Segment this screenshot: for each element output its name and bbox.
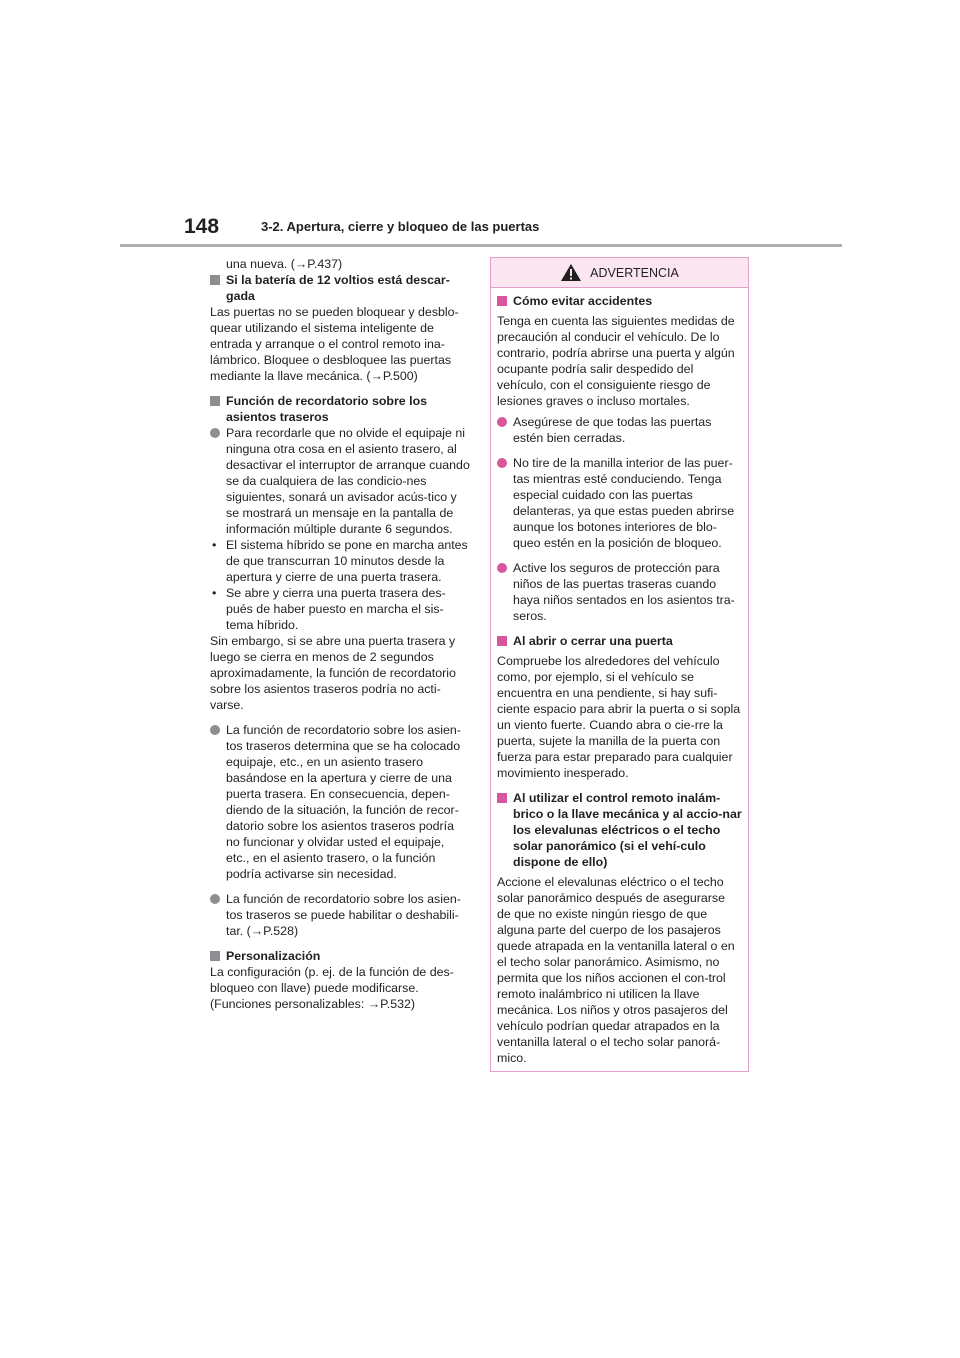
- circle-bullet-icon: [497, 458, 507, 468]
- sub-list-item: [210, 585, 470, 633]
- header-rule: [120, 244, 842, 247]
- sub-list-item-text: El sistema híbrido se pone en marcha antes de que transcurran 10 minutos desde la apertura y cierre de una puerta trasera.: [226, 538, 468, 584]
- square-bullet-icon: [210, 396, 220, 406]
- square-bullet-icon: [210, 275, 220, 285]
- section-battery-heading: [210, 272, 470, 304]
- warning-door-title: Al abrir o cerrar una puerta: [513, 634, 673, 648]
- list-item: [210, 425, 470, 537]
- section-customization-title: Personalización: [226, 949, 321, 963]
- warning-body: [491, 288, 748, 1066]
- warning-header: [491, 258, 748, 288]
- circle-bullet-icon: [210, 894, 220, 904]
- circle-bullet-icon: [497, 417, 507, 427]
- warning-accidents-title: Cómo evitar accidentes: [513, 294, 653, 308]
- sub-list: [210, 537, 470, 633]
- circle-bullet-icon: [210, 428, 220, 438]
- warning-accidents-text: Tenga en cuenta las siguientes medidas de precaución al conducir el vehículo. De lo contrario, podría abrirse una puerta y algún ocupante podría salir despedido del vehículo, con el consiguiente riesgo de lesiones graves o incluso mortales.: [497, 314, 735, 408]
- list-item-text: Para recordarle que no olvide el equipaje ni ninguna otra cosa en el asiento trasero, al desactivar el interruptor de arranque cuando se da cualquiera de las condicio-nes siguientes, sonará un avisador acús-tico y se mostrará un mensaje en la pantalla de información múltiple durante 6 segundos.: [226, 426, 470, 536]
- warning-title: ADVERTENCIA: [590, 265, 679, 280]
- warning-door-text: Compruebe los alrededores del vehículo como, por ejemplo, si el vehículo se encuentra en una pendiente, si hay sufi-ciente espacio para abrir la puerta o si sopla un viento fuerte. Cuando abra o cie-rre la puerta, sujete la manilla de la puerta con fuerza para estar preparado para cualquier movimiento inesperado.: [497, 654, 741, 780]
- warning-box: [490, 257, 749, 1072]
- square-bullet-icon: [497, 296, 507, 306]
- square-bullet-icon: [497, 793, 507, 803]
- warning-list-item: [497, 455, 742, 551]
- warning-list-item-text: Active los seguros de protección para niños de las puertas traseras cuando haya niños sentados en los asientos tra-seros.: [513, 561, 735, 623]
- section-reminder-heading: [210, 393, 470, 425]
- section-title: 3-2. Apertura, cierre y bloqueo de las puertas: [261, 219, 540, 234]
- warning-triangle-icon: [560, 263, 582, 282]
- section-customization-text: La configuración (p. ej. de la función de des-bloqueo con llave) puede modificarse. (Funciones personalizables: →P.532): [210, 965, 454, 1011]
- warning-accidents-heading: [497, 293, 742, 309]
- list-item-text: La función de recordatorio sobre los asien-tos traseros se puede habilitar o deshabili-tar. (→P.528): [226, 892, 461, 938]
- circle-bullet-icon: [210, 725, 220, 735]
- warning-remote-title: Al utilizar el control remoto inalám-brico o la llave mecánica y al accio-nar los elevalunas eléctricos o el techo solar panorámico (si el vehí-culo dispone de ello): [513, 791, 742, 869]
- left-column: [210, 256, 470, 1021]
- warning-list-item: [497, 414, 742, 446]
- warning-list-item-text: Asegúrese de que todas las puertas estén bien cerradas.: [513, 415, 712, 445]
- list-item: [210, 891, 470, 939]
- section-reminder-title: Función de recordatorio sobre los asientos traseros: [226, 394, 428, 424]
- intro-text: una nueva. (→P.437): [226, 257, 343, 271]
- circle-bullet-icon: [497, 563, 507, 573]
- warning-door-heading: [497, 633, 742, 649]
- sub-list-item-text: Se abre y cierra una puerta trasera des-pués de haber puesto en marcha el sis-tema híbrido.: [226, 586, 446, 632]
- section-customization-heading: [210, 948, 470, 964]
- page-number: 148: [184, 215, 220, 238]
- reminder-note-text: Sin embargo, si se abre una puerta trasera y luego se cierra en menos de 2 segundos aproximadamente, la función de recordatorio sobre los asientos traseros podría no acti-varse.: [210, 634, 456, 712]
- section-battery-text: Las puertas no se pueden bloquear y desblo-quear utilizando el sistema inteligente de entrada y arranque o el control remoto ina-lámbrico. Bloquee o desbloquee las puertas mediante la llave mecánica. (→P.500): [210, 305, 459, 383]
- sub-bullet-mark: •: [212, 538, 217, 552]
- list-item-text: La función de recordatorio sobre los asien-tos traseros determina que se ha colocado equipaje, etc., en un asiento trasero basándose en la apertura y cierre de una puerta trasera. En consecuencia, depen-diendo de la situación, la función de recor-datorio sobre los asientos traseros podría no funcionar y olvidar usted el equipaje, etc., en el asiento trasero, o la función podría activarse sin necesidad.: [226, 723, 461, 881]
- list-item: [210, 722, 470, 882]
- section-battery-title: Si la batería de 12 voltios está descar-gada: [226, 273, 450, 303]
- warning-remote-heading: [497, 790, 742, 870]
- warning-remote-text: Accione el elevalunas eléctrico o el techo solar panorámico después de asegurarse de que no existe ningún riesgo de que alguna parte del cuerpo de los pasajeros quede atrapada en la ventanilla lateral o en el techo solar panorámico. Asimismo, no permita que los niños accionen el con-trol remoto inalámbrico ni utilicen la llave mecánica. Los niños y otros pasajeros del vehículo podrían quedar atrapados en la ventanilla lateral o el techo solar panorá-mico.: [497, 875, 735, 1065]
- square-bullet-icon: [497, 636, 507, 646]
- warning-list-item-text: No tire de la manilla interior de las puer-tas mientras esté conduciendo. Tenga especial cuidado con las puertas delanteras, ya que estas pueden abrirse aunque los botones interiores de blo-queo estén en la posición de bloqueo.: [513, 456, 735, 550]
- sub-list-item: [210, 537, 470, 585]
- sub-bullet-mark: •: [212, 586, 217, 600]
- warning-list-item: [497, 560, 742, 624]
- square-bullet-icon: [210, 951, 220, 961]
